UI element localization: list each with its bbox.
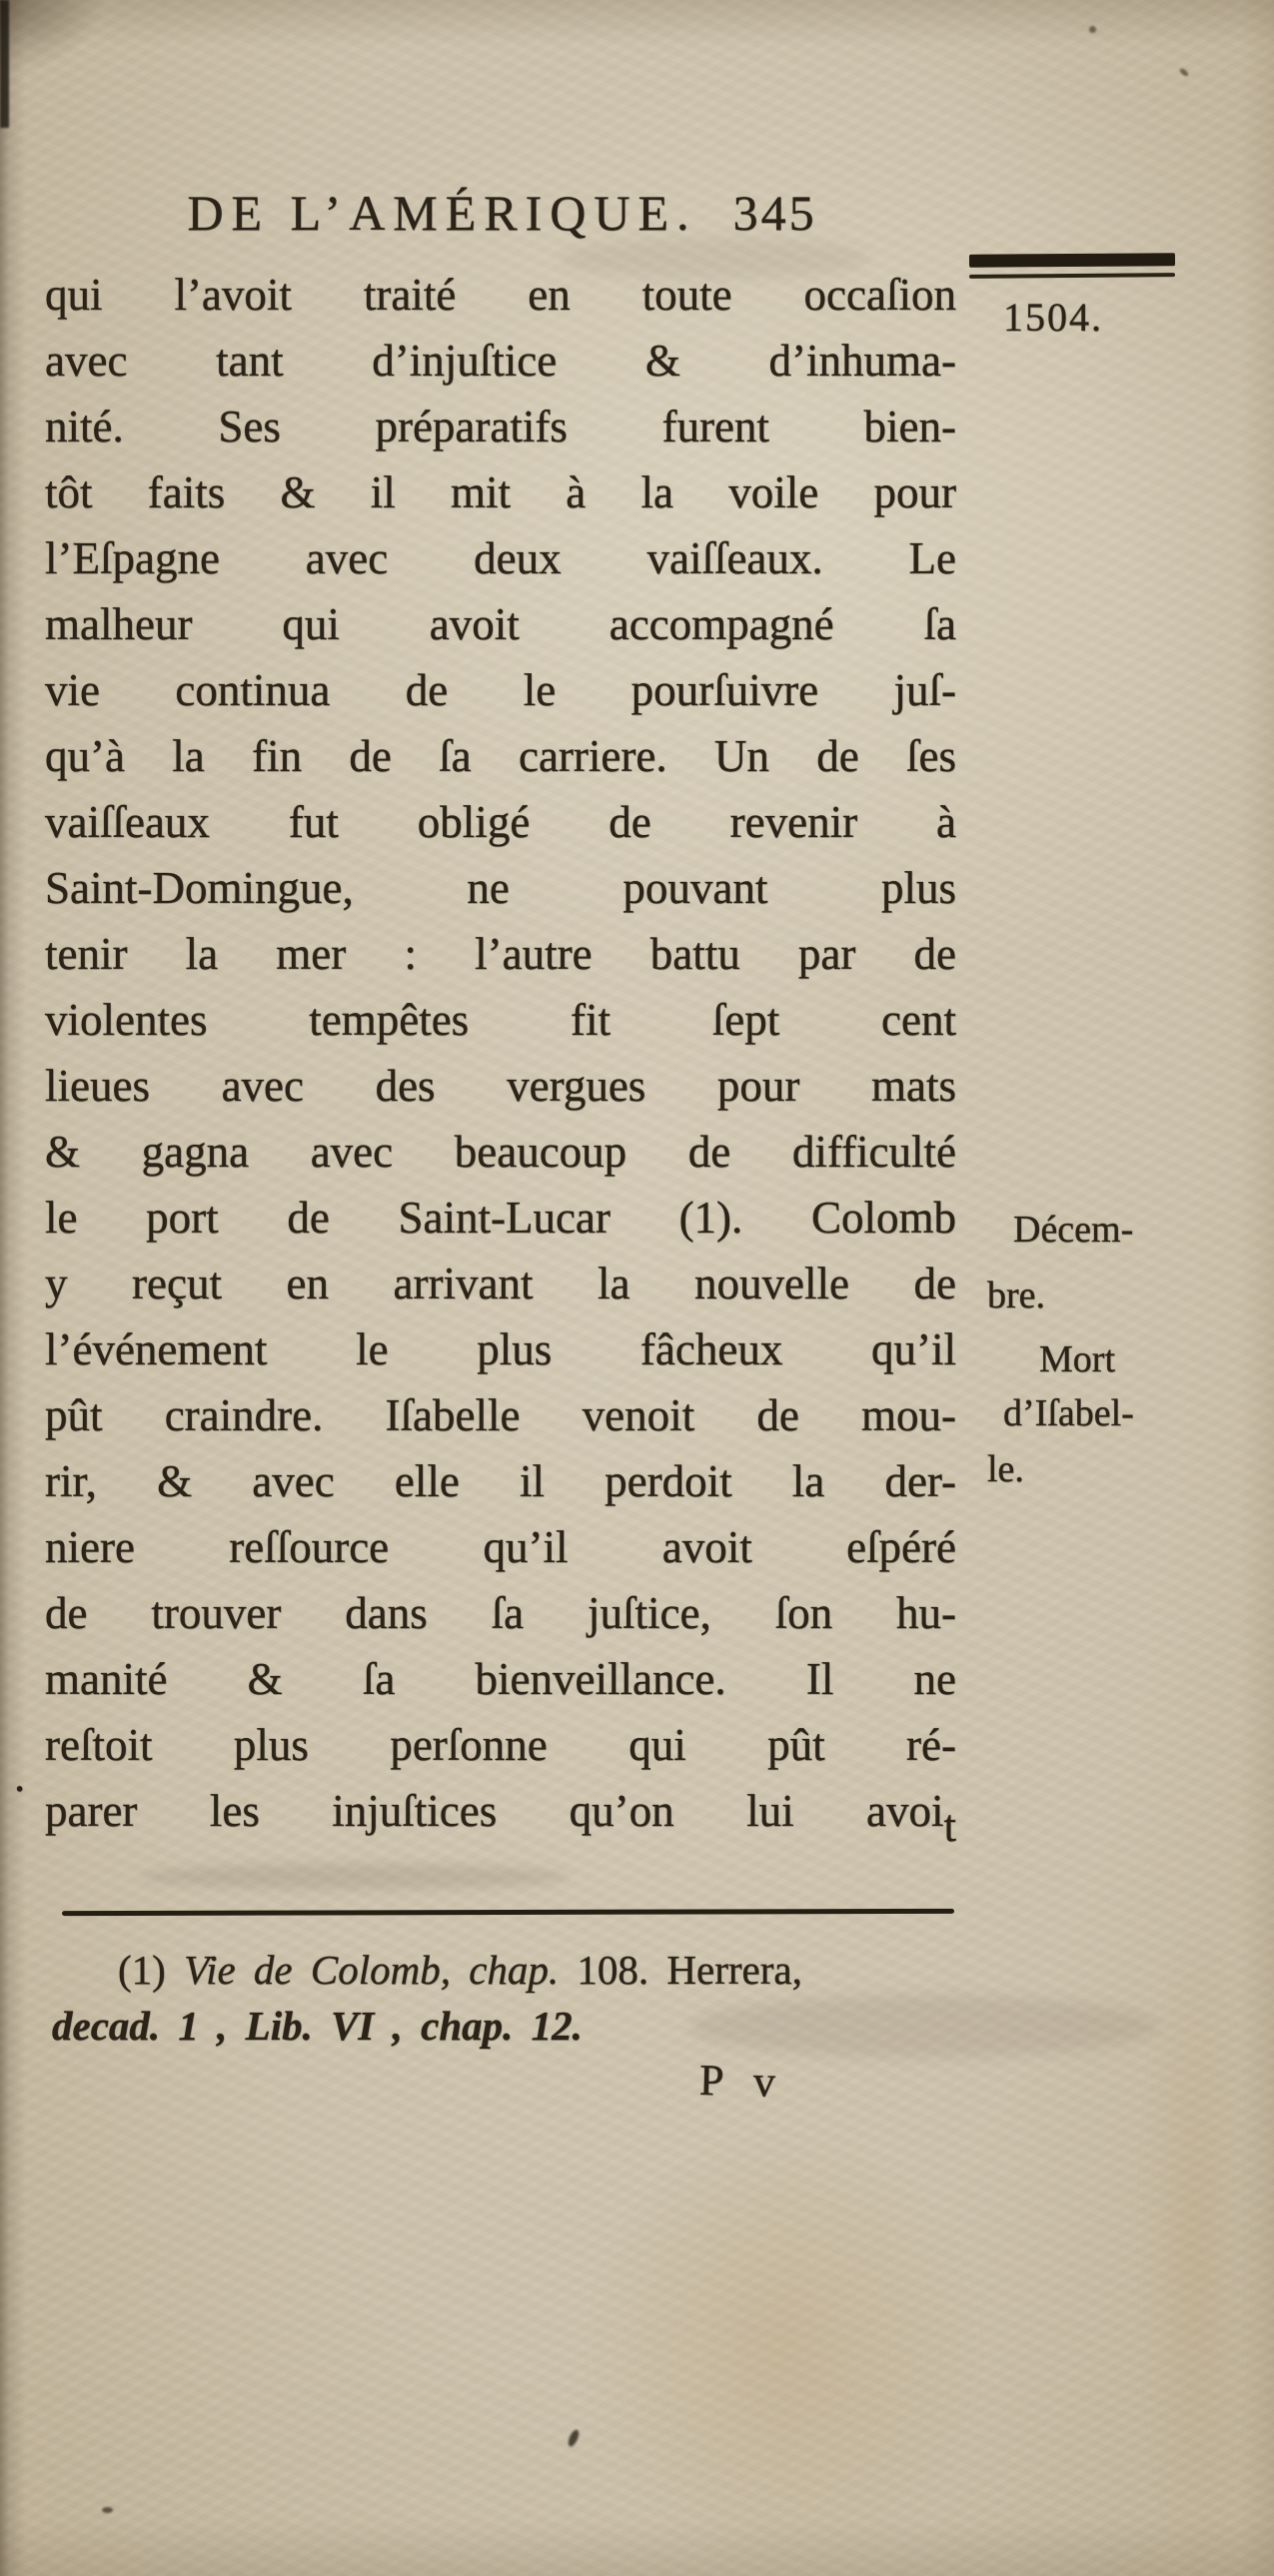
body-line: vaiſſeaux fut obligé de revenir à	[45, 797, 956, 847]
gutter-shadow	[0, 0, 9, 128]
footnote-author: Herrera,	[666, 1947, 802, 1993]
body-line: de trouver dans ſa juſtice, ſon hu-	[45, 1588, 956, 1638]
paper-stain	[590, 2138, 979, 2567]
double-rule-thick-line	[969, 253, 1175, 267]
footnote-ref: (1)	[118, 1947, 166, 1993]
body-line: qui l’avoit traité en toute occaſion	[45, 270, 956, 320]
ink-showthrough-blob	[140, 1864, 570, 1890]
signature-mark: P v	[698, 2055, 786, 2108]
body-line: niere reſſource qu’il avoit eſpéré	[45, 1522, 956, 1572]
body-line: & gagna avec beaucoup de difficulté	[45, 1127, 956, 1177]
body-line: reſtoit plus perſonne qui pût ré-	[45, 1720, 956, 1770]
body-line: l’Eſpagne avec deux vaiſſeaux. Le	[45, 533, 956, 583]
margin-note-december	[987, 1211, 1272, 1314]
margin-note-mort-isabelle	[987, 1340, 1272, 1488]
header-page-number: 345	[732, 185, 817, 241]
footnote-line-1	[118, 1946, 802, 1994]
body-line: vie continua de le pourſuivre juſ-	[45, 665, 956, 715]
double-rule-thin-line	[969, 273, 1175, 279]
body-line: tôt faits & il mit à la voile pour	[45, 467, 956, 517]
body-line: l’événement le plus fâcheux qu’il	[45, 1324, 956, 1374]
margin-note-december-line1: Décem-	[1013, 1209, 1134, 1251]
body-line: manité & ſa bienveillance. Il ne	[45, 1654, 956, 1704]
body-line: rir, & avec elle il perdoit la der-	[45, 1456, 956, 1506]
body-line: violentes tempêtes fit ſept cent	[45, 995, 956, 1045]
footnote-rule	[62, 1909, 954, 1916]
paper-speck	[567, 2428, 582, 2448]
body-line: Saint-Domingue, ne pouvant plus	[45, 863, 956, 913]
body-line: qu’à la fin de ſa carriere. Un de ſes	[45, 731, 956, 781]
margin-note-mort-line3: le.	[987, 1448, 1024, 1490]
body-line: tenir la mer : l’autre battu par de	[45, 929, 956, 979]
body-line-last	[45, 1778, 956, 1851]
margin-note-mort-line1: Mort	[1039, 1338, 1115, 1380]
stray-ink-mark: .	[14, 1751, 26, 1801]
paper-speck	[1179, 67, 1190, 77]
body-line: malheur qui avoit accompagné ſa	[45, 599, 956, 649]
ink-showthrough-blob	[689, 1996, 1159, 2058]
body-line: y reçut en arrivant la nouvelle de	[45, 1259, 956, 1308]
footnote-line-2: decad. 1 , Lib. VI , chap. 12.	[52, 2003, 583, 2049]
body-line: nité. Ses préparatifs furent bien-	[45, 402, 956, 451]
body-text	[45, 262, 956, 1851]
paper-speck	[102, 2507, 113, 2513]
body-line: avec tant d’injuſtice & d’inhuma-	[45, 336, 956, 386]
margin-note-mort-line2: d’Iſabel-	[1003, 1392, 1134, 1434]
body-line: le port de Saint-Lucar (1). Colomb	[45, 1193, 956, 1243]
margin-note-december-line2: bre.	[987, 1275, 1046, 1316]
margin-note-year: 1504.	[1003, 295, 1103, 340]
paper-speck	[1089, 26, 1096, 33]
paper-stain-streak	[1147, 1928, 1242, 2567]
footnote-chapter: 108.	[577, 1947, 649, 1993]
body-line-last-text: parer les injuſtices qu’on lui avoi	[45, 1786, 944, 1836]
footnote-title: Vie de Colomb, chap.	[184, 1947, 560, 1993]
running-header	[45, 186, 959, 241]
body-line: pût craindre. Iſabelle venoit de mou-	[45, 1390, 956, 1440]
body-line: lieues avec des vergues pour mats	[45, 1061, 956, 1111]
header-title: DE L’AMÉRIQUE.	[187, 185, 697, 241]
dropped-type-character: t	[943, 1801, 956, 1851]
margin-double-rule	[969, 254, 1175, 278]
